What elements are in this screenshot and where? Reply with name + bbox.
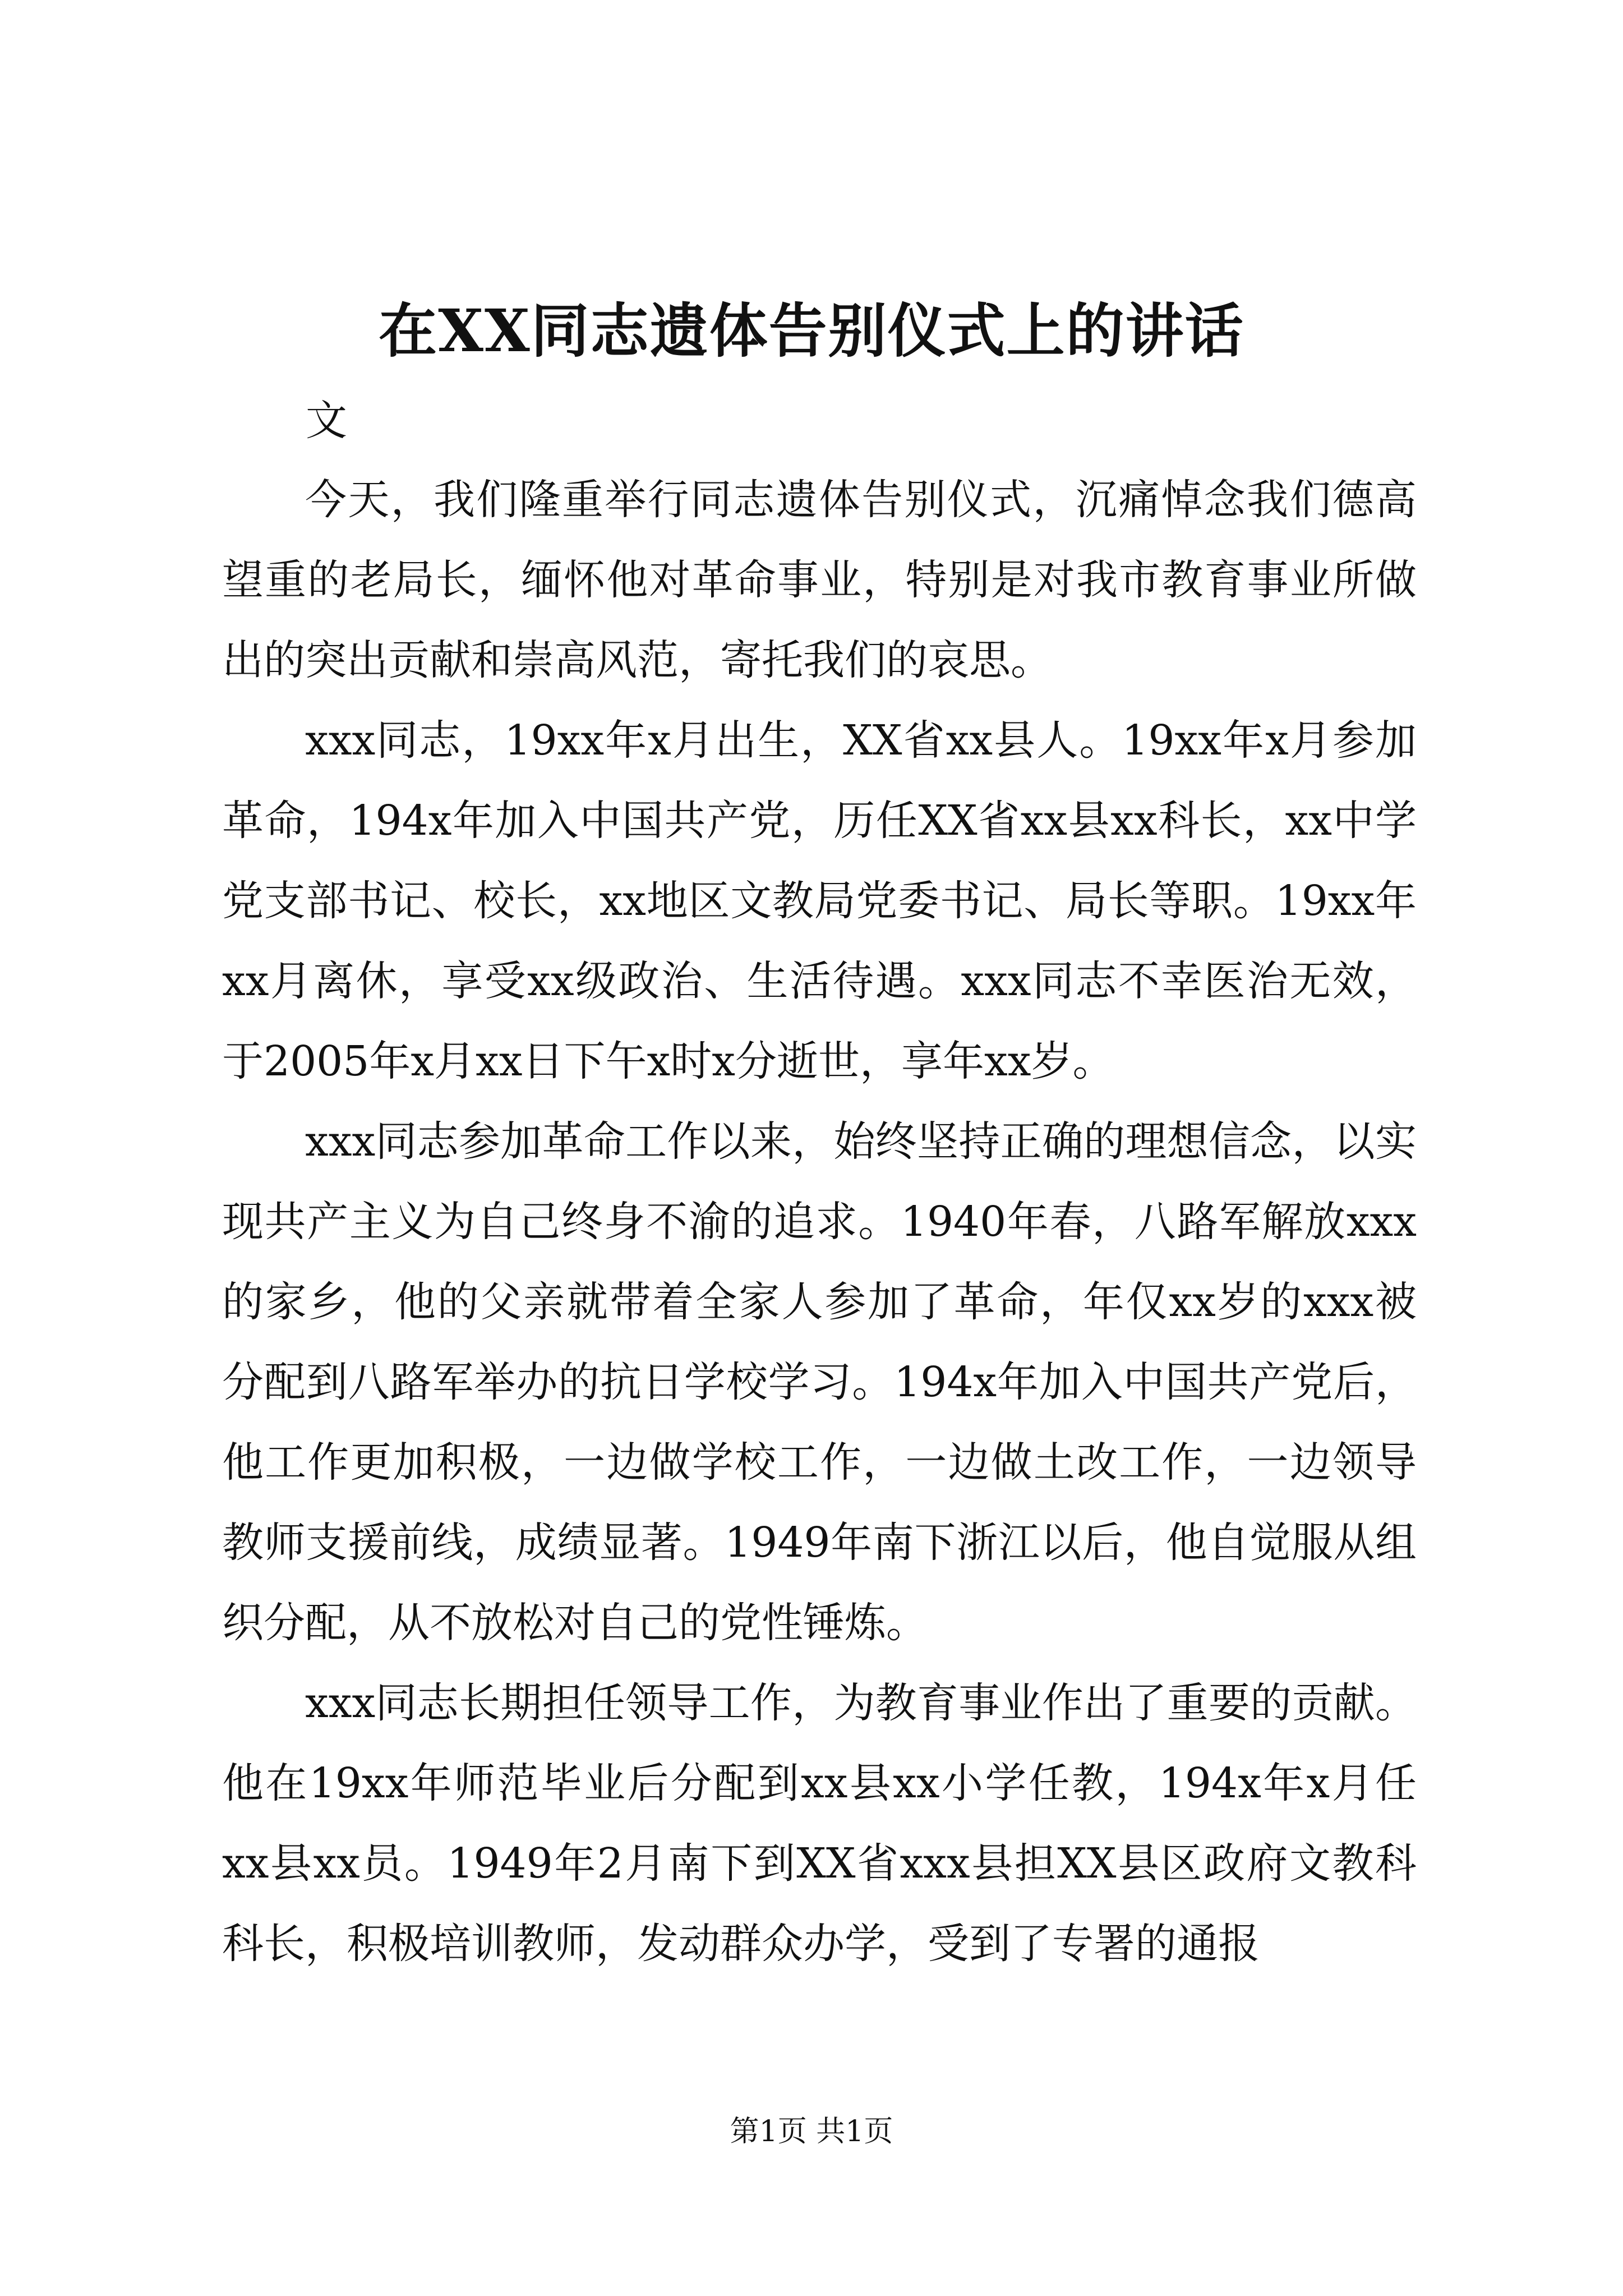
page-footer: 第1页 共1页: [730, 2115, 893, 2148]
author-line: 文: [306, 397, 347, 445]
paragraph: xxx同志，19xx年x月出生，XX省xx县人。19xx年x月参加革命，194x年加入中国共产党，历任XX省xx县xx科长，xx中学党支部书记、校长，xx地区文教局党委书记、局长等职。19xx年xx月离休，享受xx级政治、生活待遇。xxx同志不幸医治无效，于2005年x月xx日下午x时x分逝世，享年xx岁。: [222, 716, 1417, 1085]
document-body: [222, 460, 1417, 1984]
document-title: 在XX同志遗体告别仪式上的讲话: [379, 296, 1244, 365]
paragraph: xxx同志长期担任领导工作，为教育事业作出了重要的贡献。他在19xx年师范毕业后分配到xx县xx小学任教，194x年x月任xx县xx员。1949年2月南下到XX省xxx县担XX县区政府文教科科长，积极培训教师，发动群众办学，受到了专署的通报: [222, 1679, 1417, 1968]
paragraph: 今天，我们隆重举行同志遗体告别仪式，沉痛悼念我们德高望重的老局长，缅怀他对革命事业，特别是对我市教育事业所做出的突出贡献和崇高风范，寄托我们的哀思。: [222, 476, 1417, 684]
paragraph: xxx同志参加革命工作以来，始终坚持正确的理想信念，以实现共产主义为自己终身不渝的追求。1940年春，八路军解放xxx的家乡，他的父亲就带着全家人参加了革命，年仅xx岁的xxx被分配到八路军举办的抗日学校学习。194x年加入中国共产党后，他工作更加积极，一边做学校工作，一边做土改工作，一边领导教师支援前线，成绩显著。1949年南下浙江以后，他自觉服从组织分配，从不放松对自己的党性锤炼。: [222, 1117, 1417, 1647]
